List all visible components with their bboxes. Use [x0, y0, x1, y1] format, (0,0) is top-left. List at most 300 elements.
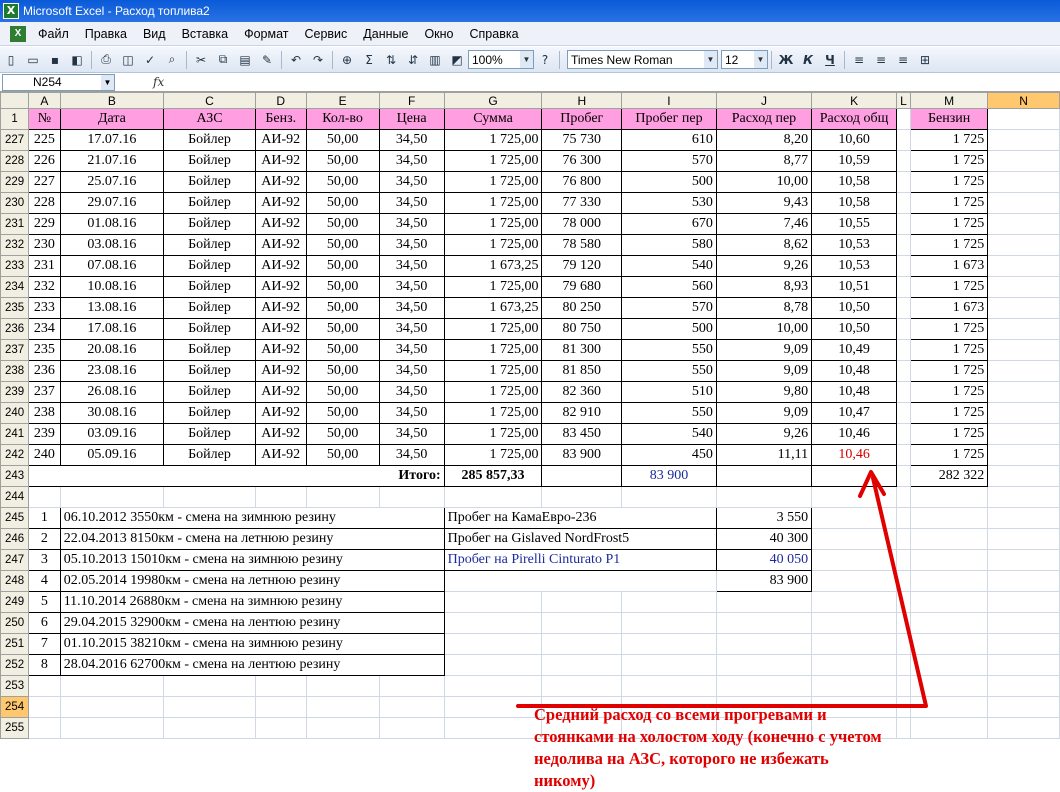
cell-sum[interactable]: 1 725,00 — [444, 235, 542, 256]
cell-price[interactable]: 34,50 — [379, 256, 444, 277]
print-icon[interactable]: ⎙ — [101, 52, 111, 66]
cell-quantity[interactable]: 50,00 — [306, 172, 379, 193]
cell-mileage-interval[interactable]: 610 — [622, 130, 717, 151]
cell-fuel-type[interactable]: АИ-92 — [255, 151, 306, 172]
cell-consumption-interval[interactable]: 9,26 — [716, 256, 811, 277]
cut-icon[interactable]: ✂ — [195, 52, 207, 67]
cell[interactable] — [542, 613, 622, 634]
cell[interactable] — [812, 550, 897, 571]
cell[interactable] — [988, 655, 1060, 676]
print-preview-icon[interactable]: ◫ — [122, 52, 134, 67]
column-header-g[interactable]: G — [444, 93, 542, 109]
row-header[interactable]: 245 — [1, 508, 29, 529]
tire-change-number[interactable]: 8 — [29, 655, 61, 676]
tire-change-number[interactable]: 1 — [29, 508, 61, 529]
cell-consumption-interval[interactable]: 9,26 — [716, 424, 811, 445]
cell[interactable] — [622, 655, 717, 676]
cell[interactable] — [444, 613, 542, 634]
cell-date[interactable]: 03.08.16 — [60, 235, 163, 256]
tire-change-text[interactable]: 02.05.2014 19980км - смена на летнюю резину — [60, 571, 444, 592]
cell-fuel-type[interactable]: АИ-92 — [255, 130, 306, 151]
row-header[interactable]: 253 — [1, 676, 29, 697]
cell-station[interactable]: Бойлер — [164, 319, 256, 340]
cell-fuel[interactable]: 1 725 — [911, 172, 988, 193]
menu-help[interactable]: Справка — [469, 26, 519, 41]
cell-mileage-interval[interactable]: 550 — [622, 361, 717, 382]
cell-quantity[interactable]: 50,00 — [306, 340, 379, 361]
cell-quantity[interactable]: 50,00 — [306, 298, 379, 319]
cell[interactable] — [911, 697, 988, 718]
cell[interactable] — [444, 676, 542, 697]
cell[interactable] — [988, 193, 1060, 214]
header-consumption-total[interactable]: Расход общ — [812, 109, 897, 130]
cell-fuel[interactable]: 1 725 — [911, 277, 988, 298]
cell-mileage-interval[interactable]: 580 — [622, 235, 717, 256]
menu-tools[interactable]: Сервис — [304, 26, 348, 41]
cell[interactable] — [164, 697, 256, 718]
cell[interactable] — [988, 256, 1060, 277]
new-document-icon[interactable]: ▯ — [7, 52, 15, 67]
cell-fuel-type[interactable]: АИ-92 — [255, 403, 306, 424]
cell-date[interactable]: 30.08.16 — [60, 403, 163, 424]
cell-price[interactable]: 34,50 — [379, 214, 444, 235]
cell-station[interactable]: Бойлер — [164, 424, 256, 445]
hyperlink-icon[interactable]: ⊕ — [341, 52, 353, 67]
cell-fuel[interactable]: 1 725 — [911, 424, 988, 445]
cell-mileage[interactable]: 81 850 — [542, 361, 622, 382]
cell-consumption-interval[interactable]: 11,11 — [716, 445, 811, 466]
cell[interactable] — [542, 487, 622, 508]
row-header[interactable]: 255 — [1, 718, 29, 739]
cell-fuel[interactable]: 1 725 — [911, 361, 988, 382]
cell-fuel[interactable]: 1 725 — [911, 319, 988, 340]
tire-mileage-value[interactable]: 40 300 — [716, 529, 811, 550]
cell[interactable] — [988, 214, 1060, 235]
cell[interactable] — [988, 319, 1060, 340]
cell[interactable] — [988, 109, 1060, 130]
cell-date[interactable]: 20.08.16 — [60, 340, 163, 361]
cell[interactable] — [897, 130, 911, 151]
cell[interactable] — [988, 634, 1060, 655]
cell[interactable] — [988, 403, 1060, 424]
cell[interactable] — [716, 613, 811, 634]
cell[interactable] — [716, 592, 811, 613]
cell[interactable] — [812, 508, 897, 529]
cell-consumption-interval[interactable]: 9,43 — [716, 193, 811, 214]
header-fuel-type[interactable]: Бенз. — [255, 109, 306, 130]
cell[interactable] — [29, 718, 61, 739]
tire-change-text[interactable]: 28.04.2016 62700км - смена на лентюю резину — [60, 655, 444, 676]
cell-num[interactable]: 228 — [29, 193, 61, 214]
cell-date[interactable]: 03.09.16 — [60, 424, 163, 445]
cell-fuel-type[interactable]: АИ-92 — [255, 214, 306, 235]
cell-num[interactable]: 229 — [29, 214, 61, 235]
cell[interactable] — [988, 529, 1060, 550]
cell[interactable] — [988, 235, 1060, 256]
cell-price[interactable]: 34,50 — [379, 424, 444, 445]
row-header[interactable]: 234 — [1, 277, 29, 298]
paste-icon[interactable]: ▤ — [239, 52, 251, 67]
menu-view[interactable]: Вид — [142, 26, 166, 41]
name-box[interactable] — [2, 74, 115, 91]
row-header[interactable]: 231 — [1, 214, 29, 235]
sort-descending-icon[interactable]: ⇵ — [407, 52, 419, 67]
cell[interactable] — [542, 676, 622, 697]
cell-num[interactable]: 231 — [29, 256, 61, 277]
cell[interactable] — [812, 592, 897, 613]
row-header[interactable]: 242 — [1, 445, 29, 466]
cell-mileage[interactable]: 77 330 — [542, 193, 622, 214]
header-mileage-interval[interactable]: Пробег пер — [622, 109, 717, 130]
cell-quantity[interactable]: 50,00 — [306, 445, 379, 466]
cell-sum[interactable]: 1 673,25 — [444, 298, 542, 319]
cell-num[interactable]: 236 — [29, 361, 61, 382]
cell[interactable] — [716, 634, 811, 655]
cell-sum[interactable]: 1 725,00 — [444, 193, 542, 214]
cell[interactable] — [911, 676, 988, 697]
undo-icon[interactable]: ↶ — [290, 52, 302, 67]
cell[interactable] — [255, 487, 306, 508]
cell[interactable] — [306, 676, 379, 697]
cell[interactable] — [897, 529, 911, 550]
tire-mileage-label[interactable]: Пробег на КамаЕвро-236 — [444, 508, 716, 529]
cell[interactable] — [911, 634, 988, 655]
cell-mileage-interval[interactable]: 540 — [622, 256, 717, 277]
cell[interactable] — [379, 697, 444, 718]
row-header[interactable]: 248 — [1, 571, 29, 592]
totals-fuel[interactable]: 282 322 — [911, 466, 988, 487]
cell-quantity[interactable]: 50,00 — [306, 277, 379, 298]
cell[interactable] — [622, 634, 717, 655]
cell-station[interactable]: Бойлер — [164, 130, 256, 151]
tire-change-text[interactable]: 01.10.2015 38210км - смена на зимнюю резину — [60, 634, 444, 655]
cell[interactable] — [988, 487, 1060, 508]
cell-consumption-interval[interactable]: 7,46 — [716, 214, 811, 235]
totals-mileage[interactable]: 83 900 — [622, 466, 717, 487]
column-header-m[interactable]: M — [911, 93, 988, 109]
cell[interactable] — [542, 592, 622, 613]
cell-price[interactable]: 34,50 — [379, 151, 444, 172]
cell-fuel[interactable]: 1 725 — [911, 193, 988, 214]
cell-consumption-total[interactable]: 10,53 — [812, 235, 897, 256]
column-header-n[interactable]: N — [988, 93, 1060, 109]
cell[interactable] — [988, 613, 1060, 634]
cell-date[interactable]: 17.08.16 — [60, 319, 163, 340]
cell-sum[interactable]: 1 725,00 — [444, 277, 542, 298]
column-header-b[interactable]: B — [60, 93, 163, 109]
row-header[interactable]: 235 — [1, 298, 29, 319]
tire-mileage-value[interactable]: 40 050 — [716, 550, 811, 571]
cell[interactable] — [812, 634, 897, 655]
tire-mileage-value[interactable]: 83 900 — [716, 571, 811, 592]
cell[interactable] — [897, 403, 911, 424]
cell-mileage[interactable]: 79 120 — [542, 256, 622, 277]
header-station[interactable]: АЗС — [164, 109, 256, 130]
column-header-h[interactable]: H — [542, 93, 622, 109]
cell[interactable] — [911, 718, 988, 739]
cell[interactable] — [812, 676, 897, 697]
cell-consumption-total[interactable]: 10,50 — [812, 319, 897, 340]
cell-station[interactable]: Бойлер — [164, 256, 256, 277]
cell-mileage-interval[interactable]: 560 — [622, 277, 717, 298]
cell-consumption-interval[interactable]: 9,09 — [716, 340, 811, 361]
cell-fuel-type[interactable]: АИ-92 — [255, 235, 306, 256]
workbook-icon[interactable]: X — [10, 26, 26, 42]
cell[interactable] — [306, 697, 379, 718]
cell-fuel[interactable]: 1 725 — [911, 235, 988, 256]
cell[interactable] — [988, 361, 1060, 382]
cell-price[interactable]: 34,50 — [379, 445, 444, 466]
sort-ascending-icon[interactable]: ⇅ — [385, 52, 397, 67]
header-quantity[interactable]: Кол-во — [306, 109, 379, 130]
cell-date[interactable]: 23.08.16 — [60, 361, 163, 382]
row-header[interactable]: 241 — [1, 424, 29, 445]
cell-consumption-total[interactable]: 10,58 — [812, 172, 897, 193]
cell-fuel[interactable]: 1 725 — [911, 340, 988, 361]
cell-quantity[interactable]: 50,00 — [306, 130, 379, 151]
cell[interactable] — [897, 508, 911, 529]
cell-station[interactable]: Бойлер — [164, 298, 256, 319]
row-header[interactable]: 251 — [1, 634, 29, 655]
align-left-icon[interactable]: ≡ — [853, 52, 865, 67]
cell-quantity[interactable]: 50,00 — [306, 193, 379, 214]
cell-fuel-type[interactable]: АИ-92 — [255, 256, 306, 277]
cell-consumption-interval[interactable]: 8,93 — [716, 277, 811, 298]
select-all-corner[interactable] — [1, 93, 29, 109]
cell-consumption-interval[interactable]: 8,62 — [716, 235, 811, 256]
menu-window[interactable]: Окно — [424, 26, 454, 41]
tire-change-number[interactable]: 4 — [29, 571, 61, 592]
cell[interactable] — [897, 592, 911, 613]
cell-fuel[interactable]: 1 725 — [911, 151, 988, 172]
cell[interactable] — [897, 109, 911, 130]
cell[interactable] — [164, 718, 256, 739]
research-icon[interactable]: ⌕ — [168, 52, 176, 66]
cell-fuel-type[interactable]: АИ-92 — [255, 172, 306, 193]
row-header[interactable]: 237 — [1, 340, 29, 361]
cell-fuel[interactable]: 1 673 — [911, 256, 988, 277]
header-sum[interactable]: Сумма — [444, 109, 542, 130]
cell[interactable] — [379, 676, 444, 697]
row-header[interactable]: 228 — [1, 151, 29, 172]
cell[interactable] — [897, 466, 911, 487]
cell-num[interactable]: 240 — [29, 445, 61, 466]
cell-quantity[interactable]: 50,00 — [306, 256, 379, 277]
cell[interactable] — [988, 130, 1060, 151]
header-price[interactable]: Цена — [379, 109, 444, 130]
tire-mileage-label[interactable]: Пробег на Gislaved NordFrost5 — [444, 529, 716, 550]
cell-date[interactable]: 05.09.16 — [60, 445, 163, 466]
cell-num[interactable]: 232 — [29, 277, 61, 298]
menu-file[interactable]: Файл — [38, 26, 69, 41]
menu-format[interactable]: Формат — [244, 26, 289, 41]
tire-change-text[interactable]: 22.04.2013 8150км - смена на летнюю резину — [60, 529, 444, 550]
cell-fuel-type[interactable]: АИ-92 — [255, 277, 306, 298]
cell[interactable] — [29, 697, 61, 718]
chart-wizard-icon[interactable]: ▥ — [429, 52, 441, 67]
cell-consumption-total[interactable]: 10,50 — [812, 298, 897, 319]
cell[interactable] — [444, 487, 542, 508]
cell-quantity[interactable]: 50,00 — [306, 151, 379, 172]
cell[interactable] — [911, 529, 988, 550]
column-header-e[interactable]: E — [306, 93, 379, 109]
zoom-dropdown[interactable] — [468, 50, 534, 69]
cell[interactable] — [444, 697, 542, 718]
cell[interactable] — [897, 256, 911, 277]
underline-button[interactable]: Ч — [825, 52, 835, 67]
cell-consumption-total[interactable]: 10,58 — [812, 193, 897, 214]
cell-num[interactable]: 226 — [29, 151, 61, 172]
cell-quantity[interactable]: 50,00 — [306, 382, 379, 403]
column-header-d[interactable]: D — [255, 93, 306, 109]
row-header[interactable]: 247 — [1, 550, 29, 571]
menu-data[interactable]: Данные — [363, 26, 409, 41]
cell-quantity[interactable]: 50,00 — [306, 403, 379, 424]
row-header[interactable]: 236 — [1, 319, 29, 340]
header-mileage[interactable]: Пробег — [542, 109, 622, 130]
cell[interactable] — [897, 697, 911, 718]
cell[interactable] — [255, 697, 306, 718]
cell[interactable] — [988, 445, 1060, 466]
cell[interactable] — [164, 487, 256, 508]
spelling-icon[interactable]: ✓ — [144, 52, 156, 67]
cell-num[interactable]: 230 — [29, 235, 61, 256]
cell-station[interactable]: Бойлер — [164, 361, 256, 382]
cell[interactable] — [911, 487, 988, 508]
cell[interactable] — [306, 718, 379, 739]
cell[interactable] — [812, 487, 897, 508]
cell-mileage[interactable]: 75 730 — [542, 130, 622, 151]
cell-mileage[interactable]: 80 250 — [542, 298, 622, 319]
row-header[interactable]: 254 — [1, 697, 29, 718]
cell[interactable] — [897, 319, 911, 340]
cell-sum[interactable]: 1 725,00 — [444, 172, 542, 193]
cell-consumption-total[interactable]: 10,46 — [812, 424, 897, 445]
cell-fuel-type[interactable]: АИ-92 — [255, 445, 306, 466]
cell[interactable] — [988, 424, 1060, 445]
column-header-k[interactable]: K — [812, 93, 897, 109]
cell-mileage-interval[interactable]: 530 — [622, 193, 717, 214]
cell-price[interactable]: 34,50 — [379, 277, 444, 298]
cell-sum[interactable]: 1 725,00 — [444, 361, 542, 382]
cell-sum[interactable]: 1 725,00 — [444, 445, 542, 466]
cell[interactable] — [897, 361, 911, 382]
cell[interactable] — [379, 718, 444, 739]
cell-quantity[interactable]: 50,00 — [306, 361, 379, 382]
cell-fuel-type[interactable]: АИ-92 — [255, 340, 306, 361]
header-date[interactable]: Дата — [60, 109, 163, 130]
row-header[interactable]: 227 — [1, 130, 29, 151]
cell[interactable] — [988, 340, 1060, 361]
cell[interactable] — [897, 277, 911, 298]
row-header[interactable]: 229 — [1, 172, 29, 193]
cell-date[interactable]: 10.08.16 — [60, 277, 163, 298]
cell-mileage[interactable]: 80 750 — [542, 319, 622, 340]
cell-fuel[interactable]: 1 725 — [911, 403, 988, 424]
cell[interactable] — [897, 382, 911, 403]
cell-date[interactable]: 26.08.16 — [60, 382, 163, 403]
header-fuel[interactable]: Бензин — [911, 109, 988, 130]
cell-consumption-total[interactable]: 10,60 — [812, 130, 897, 151]
cell-fuel-type[interactable]: АИ-92 — [255, 298, 306, 319]
header-consumption-interval[interactable]: Расход пер — [716, 109, 811, 130]
cell[interactable] — [716, 676, 811, 697]
cell-station[interactable]: Бойлер — [164, 445, 256, 466]
cell-num[interactable]: 235 — [29, 340, 61, 361]
cell[interactable] — [622, 487, 717, 508]
cell-fuel-type[interactable]: АИ-92 — [255, 382, 306, 403]
format-painter-icon[interactable]: ✎ — [261, 52, 273, 67]
autosum-icon[interactable]: Σ — [365, 52, 373, 67]
cell-station[interactable]: Бойлер — [164, 277, 256, 298]
cell[interactable] — [60, 487, 163, 508]
cell-station[interactable]: Бойлер — [164, 193, 256, 214]
cell[interactable] — [60, 676, 163, 697]
cell[interactable] — [29, 487, 61, 508]
cell[interactable] — [60, 718, 163, 739]
cell[interactable] — [988, 508, 1060, 529]
cell-mileage-interval[interactable]: 550 — [622, 340, 717, 361]
row-header[interactable]: 238 — [1, 361, 29, 382]
cell-consumption-total[interactable]: 10,49 — [812, 340, 897, 361]
redo-icon[interactable]: ↷ — [312, 52, 324, 67]
cell[interactable] — [897, 676, 911, 697]
cell[interactable] — [988, 718, 1060, 739]
merge-center-icon[interactable]: ⊞ — [919, 52, 931, 67]
row-header[interactable]: 244 — [1, 487, 29, 508]
row-header[interactable]: 233 — [1, 256, 29, 277]
cell-date[interactable]: 25.07.16 — [60, 172, 163, 193]
cell[interactable] — [716, 466, 811, 487]
tire-change-text[interactable]: 06.10.2012 3550км - смена на зимнюю резину — [60, 508, 444, 529]
cell-quantity[interactable]: 50,00 — [306, 319, 379, 340]
cell-mileage-interval[interactable]: 510 — [622, 382, 717, 403]
cell-consumption-interval[interactable]: 10,00 — [716, 172, 811, 193]
cell-num[interactable]: 227 — [29, 172, 61, 193]
cell-sum[interactable]: 1 725,00 — [444, 151, 542, 172]
function-icon[interactable]: fx — [153, 75, 165, 89]
cell-num[interactable]: 237 — [29, 382, 61, 403]
cell[interactable] — [255, 718, 306, 739]
tire-change-number[interactable]: 7 — [29, 634, 61, 655]
cell[interactable] — [897, 613, 911, 634]
row-header[interactable]: 240 — [1, 403, 29, 424]
cell-mileage-interval[interactable]: 550 — [622, 403, 717, 424]
cell-consumption-interval[interactable]: 8,77 — [716, 151, 811, 172]
cell[interactable] — [897, 340, 911, 361]
cell-mileage[interactable]: 78 580 — [542, 235, 622, 256]
cell-sum[interactable]: 1 725,00 — [444, 382, 542, 403]
cell[interactable] — [379, 487, 444, 508]
cell-price[interactable]: 34,50 — [379, 298, 444, 319]
cell-station[interactable]: Бойлер — [164, 235, 256, 256]
tire-mileage-label[interactable] — [444, 571, 716, 592]
cell-price[interactable]: 34,50 — [379, 382, 444, 403]
cell-sum[interactable]: 1 725,00 — [444, 424, 542, 445]
cell[interactable] — [911, 571, 988, 592]
cell-fuel-type[interactable]: АИ-92 — [255, 319, 306, 340]
cell[interactable] — [911, 592, 988, 613]
cell-consumption-total[interactable]: 10,55 — [812, 214, 897, 235]
row-header[interactable]: 250 — [1, 613, 29, 634]
cell-mileage[interactable]: 76 300 — [542, 151, 622, 172]
cell-consumption-total[interactable]: 10,47 — [812, 403, 897, 424]
cell[interactable] — [897, 235, 911, 256]
cell-sum[interactable]: 1 725,00 — [444, 340, 542, 361]
totals-label[interactable]: Итого: — [29, 466, 445, 487]
cell-quantity[interactable]: 50,00 — [306, 235, 379, 256]
cell-station[interactable]: Бойлер — [164, 403, 256, 424]
